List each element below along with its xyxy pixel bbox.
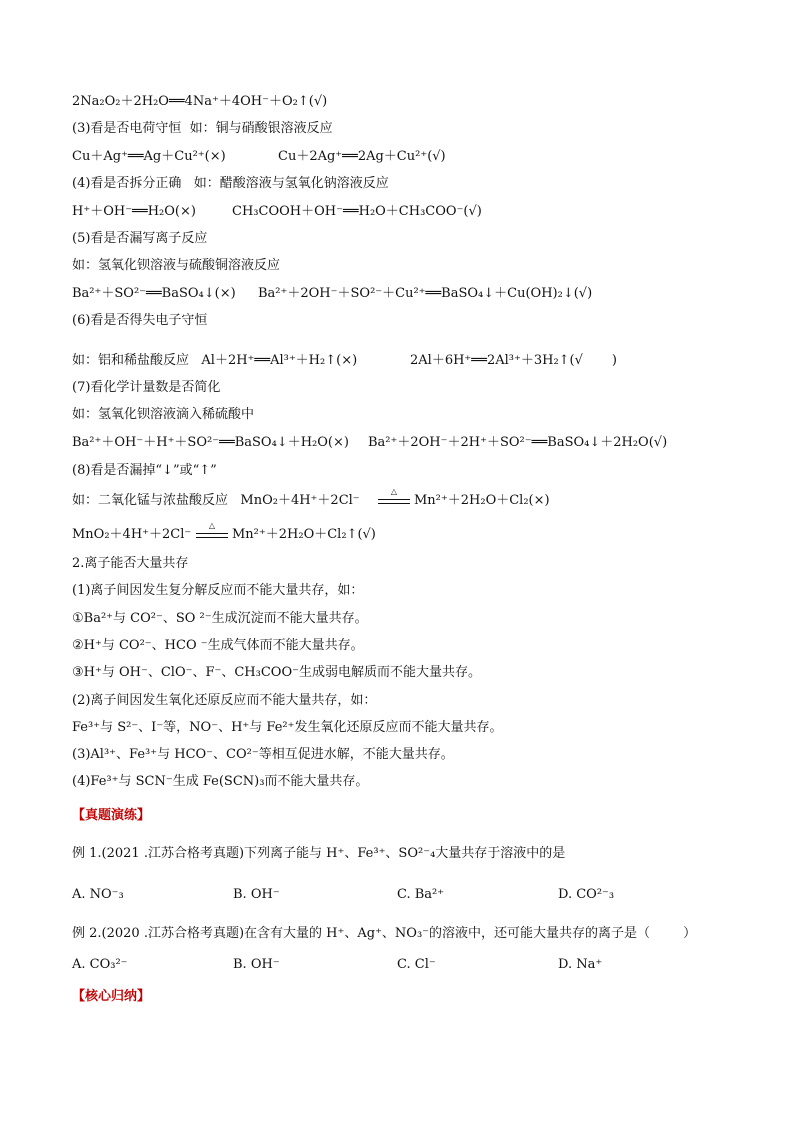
section-heading: 2.离子能否大量共存 (72, 556, 189, 571)
option-a[interactable]: A. NO⁻₃ (72, 887, 124, 902)
equation-line: 2Na₂O₂＋2H₂O══4Na⁺＋4OH⁻＋O₂↑(√) (72, 94, 328, 109)
rule-heading: (6)看是否得失电子守恒 (72, 313, 208, 328)
section-label-practice: 【真题演练】 (72, 808, 151, 823)
list-item: ③H⁺与 OH⁻、ClO⁻、F⁻、CH₃COO⁻生成弱电解质而不能大量共存。 (72, 665, 481, 680)
rule-heading: (8)看是否漏掉“↓”或“↑” (72, 463, 217, 478)
rule-heading: (5)看是否漏写离子反应 (72, 231, 208, 246)
equation-wrong: 如：铝和稀盐酸反应 Al＋2H⁺══Al³⁺＋H₂↑(×) (72, 353, 358, 368)
rule-heading: (4)看是否拆分正确 如：醋酸溶液与氢氧化钠溶液反应 (72, 176, 389, 191)
option-c[interactable]: C. Cl⁻ (397, 957, 436, 972)
equation-wrong-right: Mn²⁺＋2H₂O＋Cl₂(×) (414, 493, 550, 508)
equation-wrong: H⁺＋OH⁻══H₂O(×) (72, 204, 196, 219)
list-item: ②H⁺与 CO²⁻、HCO ⁻生成气体而不能大量共存。 (72, 638, 364, 653)
equation-right-right: Mn²⁺＋2H₂O＋Cl₂↑(√) (232, 527, 376, 542)
heat-condition: △ (390, 487, 398, 496)
equation-right: Cu＋2Ag⁺══2Ag＋Cu²⁺(√) (278, 149, 446, 164)
option-d[interactable]: D. Na⁺ (558, 957, 603, 972)
rule-heading: (2)离子间因发生氧化还原反应而不能大量共存，如： (72, 693, 377, 708)
option-b[interactable]: B. OH⁻ (233, 957, 280, 972)
equation-right: Ba²⁺＋2OH⁻＋SO²⁻＋Cu²⁺══BaSO₄↓＋Cu(OH)₂↓(√) (258, 286, 593, 301)
rule-heading: (4)Fe³⁺与 SCN⁻生成 Fe(SCN)₃而不能大量共存。 (72, 774, 369, 789)
option-a[interactable]: A. CO₃²⁻ (72, 957, 128, 972)
example-text: 如：氢氧化钡溶液滴入稀硫酸中 (72, 407, 255, 422)
equation-wrong-left: 如：二氧化锰与浓盐酸反应 MnO₂＋4H⁺＋2Cl⁻ (72, 493, 360, 508)
rule-heading: (3)看是否电荷守恒 如：铜与硝酸银溶液反应 (72, 121, 333, 136)
equation-right-left: MnO₂＋4H⁺＋2Cl⁻ (72, 527, 192, 542)
question-stem: 例 1.(2021 .江苏合格考真题)下列离子能与 H⁺、Fe³⁺、SO²⁻₄大量共存于溶液中的是 (72, 846, 566, 861)
equation-right: Ba²⁺＋2OH⁻＋2H⁺＋SO²⁻══BaSO₄↓＋2H₂O(√) (368, 435, 668, 450)
reaction-arrow (196, 533, 228, 538)
equation-wrong: Ba²⁺＋OH⁻＋H⁺＋SO²⁻══BaSO₄↓＋H₂O(×) (72, 435, 349, 450)
rule-heading: (7)看化学计量数是否简化 (72, 380, 221, 395)
equation-wrong: Cu＋Ag⁺══Ag＋Cu²⁺(×) (72, 149, 226, 164)
example-text: Fe³⁺与 S²⁻、I⁻等，NO⁻、H⁺与 Fe²⁺发生氧化还原反应而不能大量共存。 (72, 720, 503, 735)
option-d[interactable]: D. CO²⁻₃ (558, 887, 615, 902)
option-c[interactable]: C. Ba²⁺ (397, 887, 445, 902)
section-label-summary: 【核心归纳】 (72, 989, 151, 1004)
option-b[interactable]: B. OH⁻ (233, 887, 280, 902)
equation-right: 2Al＋6H⁺══2Al³⁺＋3H₂↑(√ ) (410, 353, 617, 368)
example-text: 如：氢氧化钡溶液与硫酸铜溶液反应 (72, 258, 281, 273)
equation-wrong: Ba²⁺＋SO²⁻══BaSO₄↓(×) (72, 286, 236, 301)
rule-heading: (1)离子间因发生复分解反应而不能大量共存，如： (72, 583, 364, 598)
list-item: ①Ba²⁺与 CO²⁻、SO ²⁻生成沉淀而不能大量共存。 (72, 611, 368, 626)
question-stem: 例 2.(2020 .江苏合格考真题)在含有大量的 H⁺、Ag⁺、NO₃⁻的溶液中，还可能大量共存的离子是（ ） (72, 926, 697, 941)
reaction-arrow (378, 499, 410, 504)
heat-condition: △ (208, 521, 216, 530)
equation-right: CH₃COOH＋OH⁻══H₂O＋CH₃COO⁻(√) (232, 204, 482, 219)
rule-heading: (3)Al³⁺、Fe³⁺与 HCO⁻、CO²⁻等相互促进水解，不能大量共存。 (72, 747, 454, 762)
